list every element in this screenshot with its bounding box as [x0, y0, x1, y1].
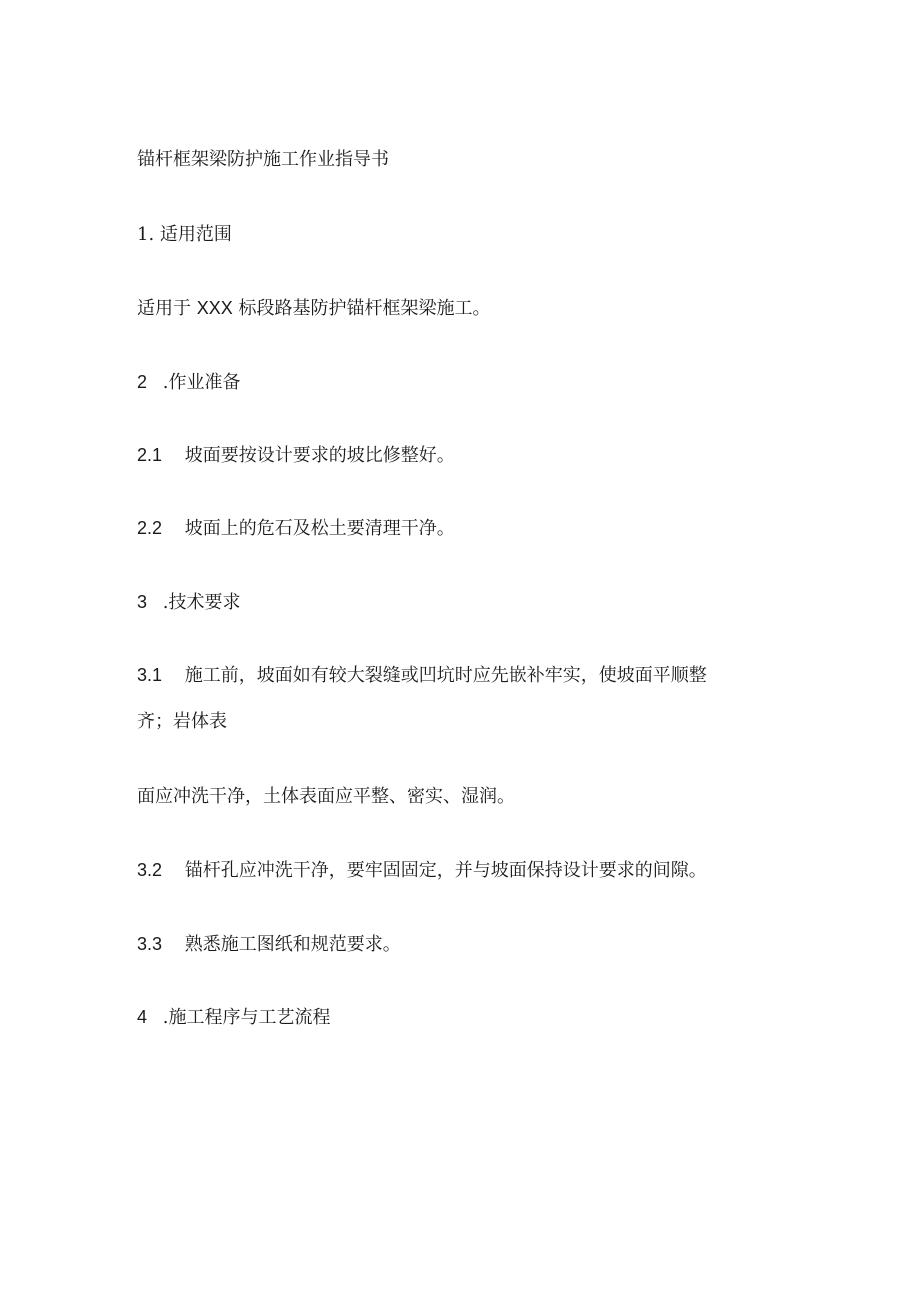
section-3-3-item — [137, 932, 401, 957]
section-3-1-continuation-1 — [137, 710, 227, 734]
section-3-3-text: 熟悉施工图纸和规范要求。 — [184, 934, 401, 955]
section-3-2-number: 3.2 — [137, 860, 163, 880]
section-4-heading — [137, 1005, 330, 1030]
section-3-1-continuation-2 — [137, 785, 515, 809]
section-3-1-number: 3.1 — [137, 665, 163, 685]
section-2-2-item — [137, 516, 455, 541]
section-2-1-item — [137, 443, 455, 468]
section-1-heading-text: 1. 适用范围 — [137, 224, 232, 245]
title-text: 锚杆框架梁防护施工作业指导书 — [137, 149, 389, 170]
section-3-1-text-line-1: 施工前，坡面如有较大裂缝或凹坑时应先嵌补牢实，使坡面平顺整 — [184, 665, 707, 686]
section-2-1-number: 2.1 — [137, 445, 163, 465]
section-4-heading-text: .施工程序与工艺流程 — [162, 1007, 331, 1028]
section-3-number: 3 — [137, 592, 148, 612]
section-3-3-number: 3.3 — [137, 934, 163, 954]
section-3-heading — [137, 590, 240, 615]
section-2-2-number: 2.2 — [137, 518, 163, 538]
section-3-2-item — [137, 858, 707, 883]
section-2-2-text: 坡面上的危石及松土要清理干净。 — [184, 518, 455, 539]
section-2-number: 2 — [137, 372, 148, 392]
document-title — [137, 148, 389, 172]
section-3-1-text-line-3: 面应冲洗干净，土体表面应平整、密实、湿润。 — [137, 786, 515, 807]
section-3-1-item — [137, 663, 707, 688]
section-4-number: 4 — [137, 1007, 148, 1027]
section-2-1-text: 坡面要按设计要求的坡比修整好。 — [184, 445, 455, 466]
section-1-text-post: 标段路基防护锚杆框架梁施工。 — [238, 298, 491, 319]
section-3-heading-text: .技术要求 — [162, 592, 241, 613]
section-2-heading — [137, 370, 240, 395]
section-2-heading-text: .作业准备 — [162, 372, 241, 393]
section-3-1-text-line-2: 齐；岩体表 — [137, 711, 227, 732]
section-1-text-code: XXX — [196, 298, 233, 318]
section-1-text-pre: 适用于 — [137, 298, 191, 319]
section-1-heading — [137, 223, 232, 247]
section-1-paragraph — [137, 296, 491, 321]
section-3-2-text: 锚杆孔应冲洗干净，要牢固固定，并与坡面保持设计要求的间隙。 — [184, 860, 707, 881]
